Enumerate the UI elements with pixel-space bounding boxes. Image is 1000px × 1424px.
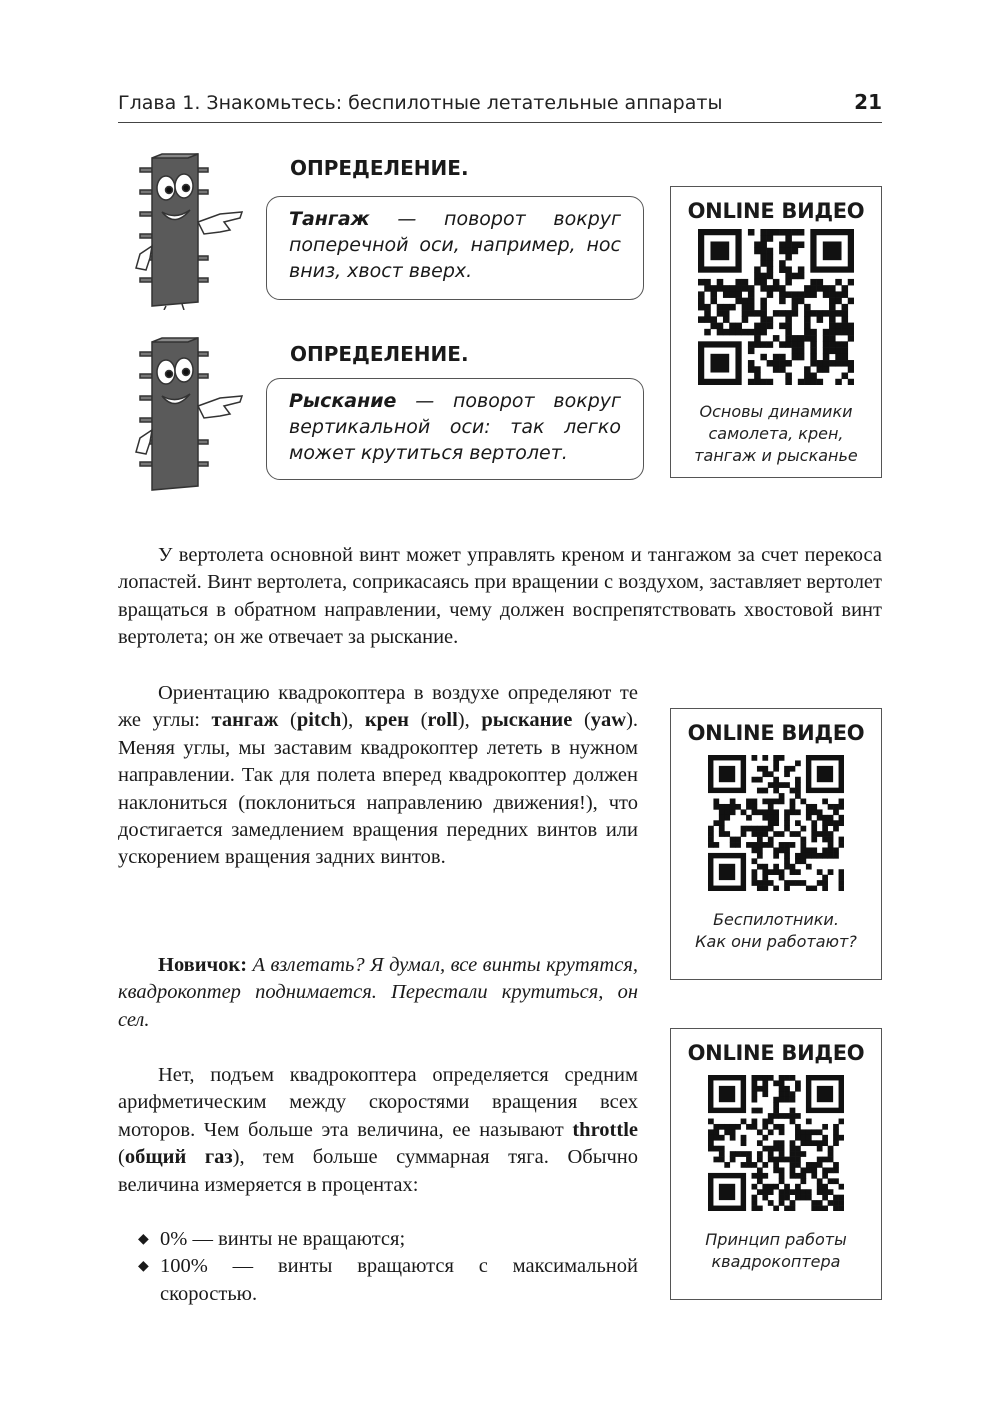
list-item-text: 0% — винты не вращаются; — [160, 1228, 406, 1250]
video-caption-line: квадрокоптера — [711, 1252, 841, 1271]
video-caption-line: самолета, крен, — [708, 424, 844, 443]
text-run: Нет, подъем квадрокоптера определяется средним арифметическим между скоростями вращения всех моторов. Чем больше эта величина, ее называют — [118, 1064, 638, 1141]
definition-box-pitch — [266, 196, 644, 300]
bullet-diamond-icon: ◆ — [138, 1232, 149, 1247]
text-run: ). Меняя углы, мы заставим квадрокоптер лететь в нужном направлении. Так для полета вперед квадрокоптер должен наклониться (поклониться направлению движения!), что достигается замедлением вращения передних винтов или ускорением вращения задних винтов. — [118, 709, 639, 869]
video-caption-line: Принцип работы — [705, 1230, 847, 1249]
text-run: ), — [457, 709, 482, 732]
definition-box-yaw — [266, 378, 644, 480]
video-caption-line: Как они работают? — [695, 932, 857, 951]
term-bold: крен — [364, 709, 409, 732]
body-paragraph: У вертолета основной винт может управлять креном и тангажом за счет перекоса лопастей. Винт вертолета, соприкасаясь при вращении с воздухом, заставляет вертолет вращаться в обратном направлении, чему должен воспрепятствовать хвостовой винт вертолета; он же отвечает за рыскание. — [118, 544, 882, 649]
video-caption-line: тангаж и рысканье — [694, 446, 858, 465]
body-paragraph — [118, 680, 638, 872]
term-bold: рыскание — [481, 709, 573, 732]
novice-quote — [118, 952, 638, 1034]
text-run: ( — [572, 709, 591, 732]
term-bold: roll — [427, 709, 458, 732]
online-video-box — [670, 708, 882, 980]
video-caption-line: Основы динамики — [699, 402, 853, 421]
text-run: ( — [278, 709, 297, 732]
page-number: 21 — [854, 90, 882, 114]
term-bold: throttle — [572, 1118, 638, 1141]
bullet-list — [118, 1226, 638, 1308]
text-run: Ориентацию квадрокоптера в воздухе определяют те же углы: — [118, 682, 638, 732]
term-bold: общий газ — [124, 1146, 233, 1169]
video-caption — [694, 401, 858, 467]
video-heading: ONLINE ВИДЕО — [687, 199, 865, 223]
qr-code-icon[interactable] — [708, 755, 844, 891]
bullet-diamond-icon: ◆ — [138, 1259, 149, 1275]
video-caption — [695, 909, 857, 953]
header-divider — [118, 122, 882, 123]
chip-mascot-icon — [132, 334, 248, 494]
definition-heading: ОПРЕДЕЛЕНИЕ. — [290, 342, 469, 366]
list-item-text: 100% — винты вращаются с максимальной скоростью. — [160, 1255, 638, 1305]
video-caption — [705, 1229, 846, 1273]
text-run: ( — [118, 1146, 125, 1169]
qr-code-icon[interactable] — [698, 229, 854, 385]
definition-term: Рыскание — [289, 390, 397, 412]
running-header: Глава 1. Знакомьтесь: беспилотные летательные аппараты — [118, 92, 723, 114]
video-heading: ONLINE ВИДЕО — [687, 1041, 865, 1065]
text-run: ), — [341, 709, 365, 732]
qr-code-icon[interactable] — [708, 1075, 844, 1211]
definition-text: — поворот вокруг вертикальной оси: так легко может крутиться вертолет. — [289, 390, 621, 464]
definition-term: Тангаж — [289, 208, 370, 230]
list-item — [118, 1253, 638, 1308]
text-run: ( — [408, 709, 428, 732]
novice-question: А взлетать? Я думал, все винты крутятся, квадрокоптер поднимается. Перестали крутиться, он сел. — [118, 954, 638, 1031]
term-bold: pitch — [296, 709, 342, 732]
term-bold: тангаж — [211, 709, 279, 732]
chip-mascot-icon — [132, 150, 248, 310]
online-video-box — [670, 1028, 882, 1300]
definition-text: — поворот вокруг поперечной оси, например, нос вниз, хвост вверх. — [289, 208, 621, 282]
novice-label: Новичок: — [158, 954, 248, 976]
video-caption-line: Беспилотники. — [713, 910, 839, 929]
list-item — [118, 1226, 638, 1253]
definition-heading: ОПРЕДЕЛЕНИЕ. — [290, 156, 469, 180]
term-bold: yaw — [590, 709, 627, 732]
video-heading: ONLINE ВИДЕО — [687, 721, 865, 745]
text-run: ), тем больше суммарная тяга. Обычно величина измеряется в процентах: — [118, 1146, 639, 1196]
online-video-box — [670, 186, 882, 478]
body-paragraph — [118, 1062, 638, 1199]
